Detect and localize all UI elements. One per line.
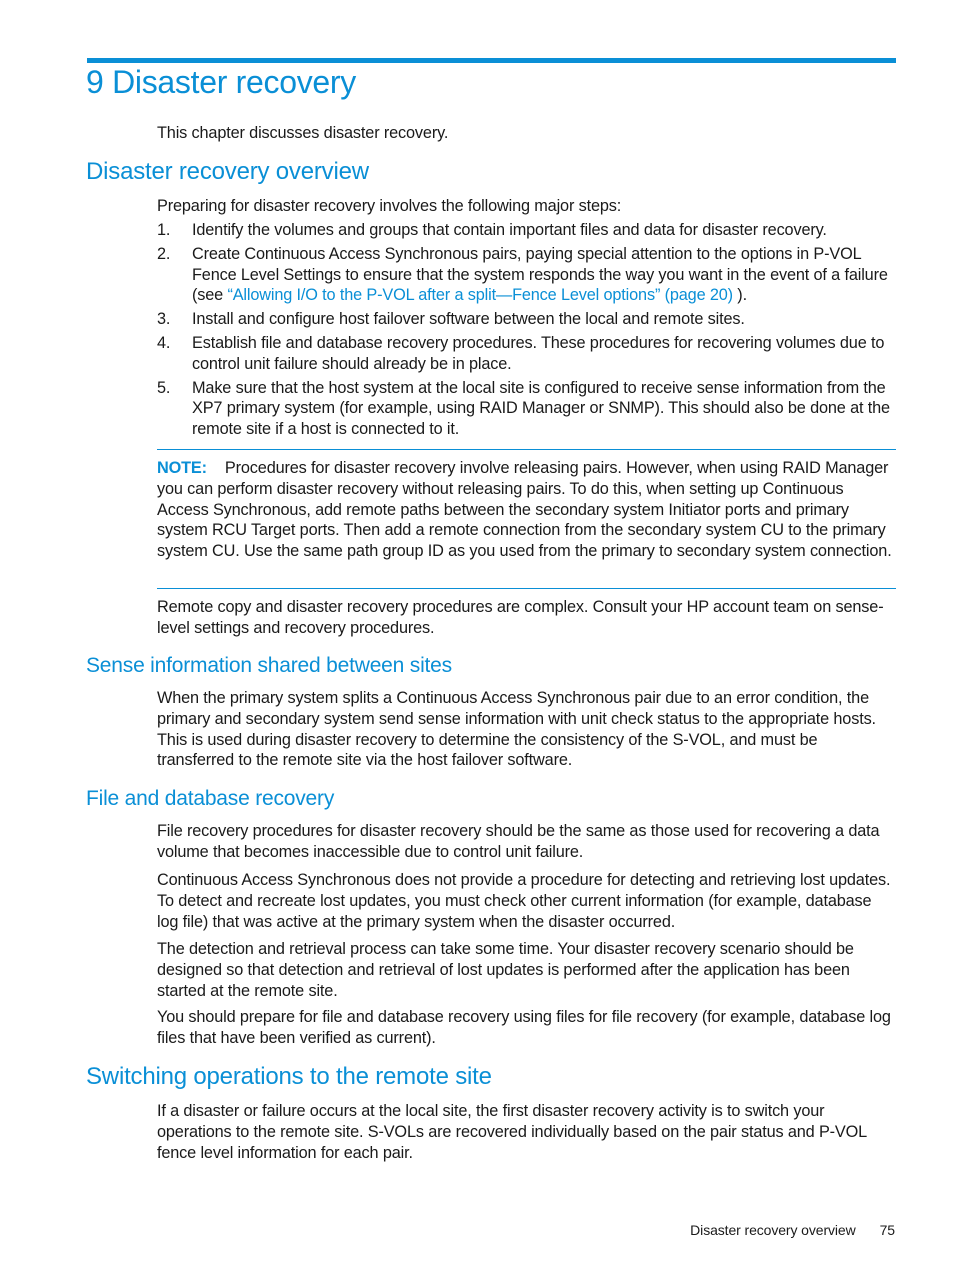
list-item [157,244,897,306]
note-top-rule [157,449,896,450]
page-number: 75 [879,1222,895,1238]
cross-reference-link[interactable]: “Allowing I/O to the P-VOL after a split—Fence Level options” (page 20) [227,286,733,305]
step-text-tail: ). [732,286,747,305]
section-heading-overview: Disaster recovery overview [86,158,369,185]
file-db-paragraph: You should prepare for file and database recovery using files for file recovery (for example, database log files that have been verified as current). [157,1008,891,1047]
overview-lead: Preparing for disaster recovery involves the following major steps: [157,197,622,215]
step-text: Install and configure host failover software between the local and remote sites. [192,310,745,329]
step-text: Identify the volumes and groups that contain important files and data for disaster recovery. [192,221,827,239]
file-db-paragraph: The detection and retrieval process can take some time. Your disaster recovery scenario should be designed so that detection and retrieval of lost updates is performed after the application has been started at the remote site. [157,940,854,1000]
step-number: 2. [157,244,171,263]
note-bottom-rule [157,588,896,589]
list-item [157,220,897,241]
overview-closing: Remote copy and disaster recovery procedures are complex. Consult your HP account team on sense-level settings and recovery procedures. [157,598,884,637]
steps-list [157,220,897,443]
step-text: Create Continuous Access Synchronous pairs, paying special attention to the options in P-VOL Fence Level Settings to ensure that the system responds the way you want in the event of a failure (see [192,244,888,305]
step-text: Establish file and database recovery procedures. These procedures for recovering volumes due to control unit failure should already be in place. [192,333,885,373]
step-text: Make sure that the host system at the local site is configured to receive sense information from the XP7 primary system (for example, using RAID Manager or SNMP). This should also be done at the remote site if a host is connected to it. [192,378,890,439]
section-heading-sense: Sense information shared between sites [86,654,452,677]
file-db-paragraph: File recovery procedures for disaster recovery should be the same as those used for recovering a data volume that becomes inaccessible due to control unit failure. [157,822,880,861]
chapter-rule [87,58,896,63]
switching-body: If a disaster or failure occurs at the local site, the first disaster recovery activity is to switch your operations to the remote site. S-VOLs are recovered individually based on the pair status and P-VOL fence level information for each pair. [157,1102,867,1162]
section-heading-file-db: File and database recovery [86,787,335,810]
sense-body: When the primary system splits a Continuous Access Synchronous pair due to an error condition, the primary and secondary system send sense information with unit check status to the appropriate hosts. This is used during disaster recovery to determine the consistency of the S-VOL, and must be transferred to the remote site via the host failover software. [157,689,876,770]
note-box [157,458,897,562]
page-footer [690,1222,895,1238]
list-item [157,333,897,375]
file-db-paragraph: Continuous Access Synchronous does not provide a procedure for detecting and retrieving lost updates. To detect and recreate lost updates, you must check other current information (for example, database log file) that was active at the primary system when the disaster occurred. [157,871,891,931]
footer-section: Disaster recovery overview [690,1222,856,1238]
note-text: Procedures for disaster recovery involve releasing pairs. However, when using RAID Manager you can perform disaster recovery without releasing pairs. To do this, when setting up Continuous Access Synchronous, add remote paths between the secondary system Initiator ports and primary system RCU Target ports. Then add a remote connection from the secondary system CU to the primary system CU. Use the same path group ID as you used from the primary to secondary system connection. [157,459,892,561]
section-heading-switching: Switching operations to the remote site [86,1063,492,1090]
step-number: 4. [157,333,171,352]
step-number: 3. [157,310,171,329]
note-label: NOTE: [157,459,207,477]
list-item [157,309,897,330]
chapter-intro: This chapter discusses disaster recovery. [157,124,449,142]
chapter-title: 9 Disaster recovery [86,64,356,100]
step-number: 5. [157,378,171,397]
list-item [157,378,897,440]
step-number: 1. [157,221,171,239]
